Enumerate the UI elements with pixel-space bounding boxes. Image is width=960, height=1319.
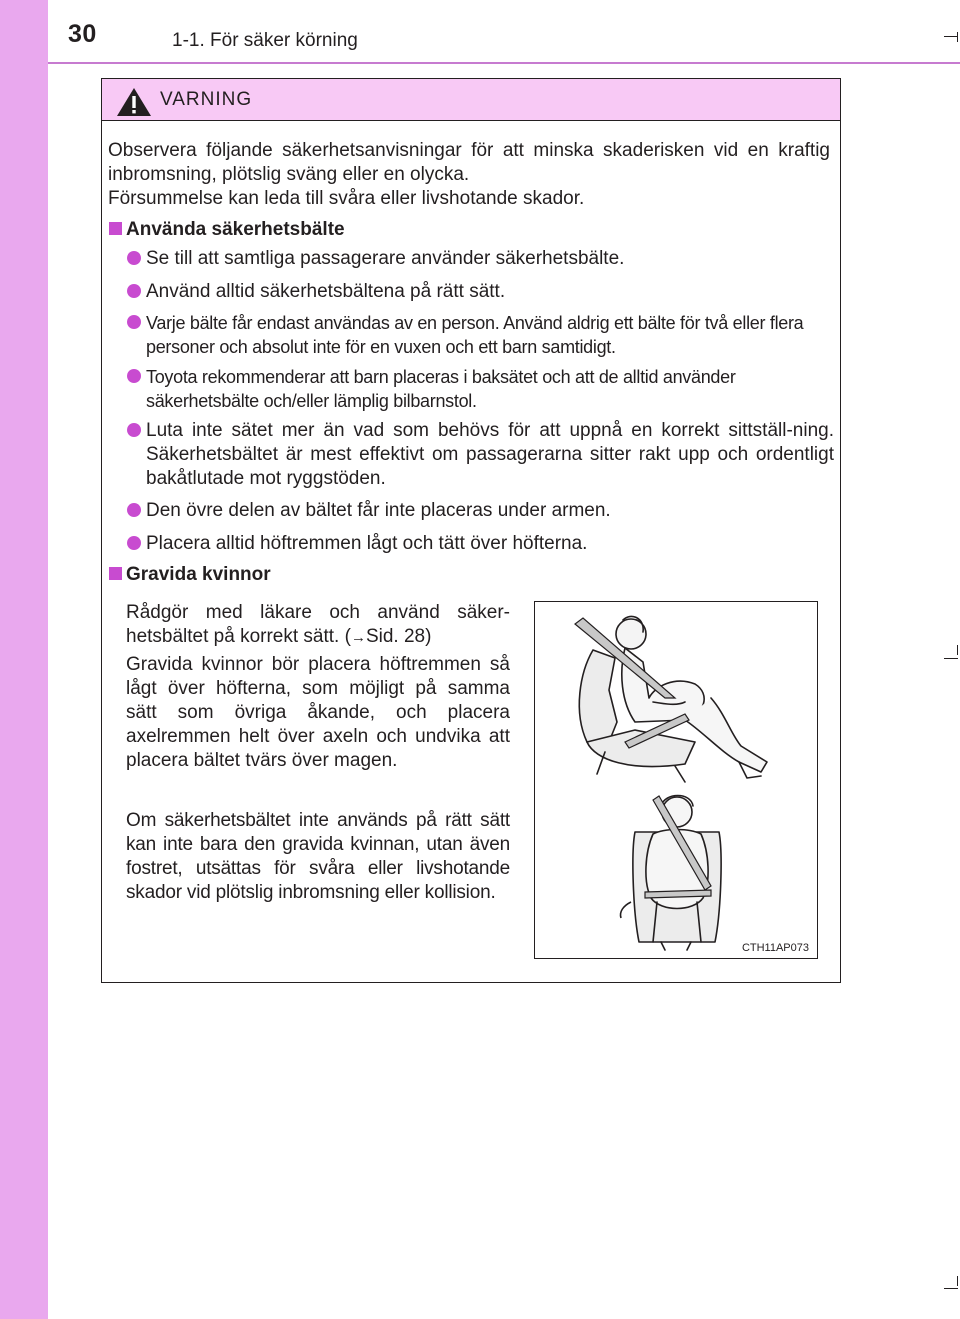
warning-header bbox=[102, 79, 840, 121]
list-item: Den övre delen av bältet får inte placeras under armen. bbox=[146, 500, 611, 521]
list-bullet bbox=[127, 536, 141, 550]
crop-mark bbox=[944, 658, 958, 659]
pregnant-woman-front-view-illustration bbox=[535, 792, 817, 952]
side-tab-bar bbox=[0, 0, 48, 1319]
section-title: 1-1. För säker körning bbox=[172, 30, 358, 51]
pregnant-para-consult-text: Rådgör med läkare och använd säker-hetsbältet på korrekt sätt. ( bbox=[126, 602, 510, 647]
figure-code: CTH11AP073 bbox=[741, 942, 809, 954]
warning-intro: Observera följande säkerhetsanvisningar för att minska skaderisken vid en kraftig inbromsning, plötslig sväng eller en olycka. bbox=[108, 140, 830, 185]
crop-mark bbox=[944, 36, 958, 37]
warning-label: VARNING bbox=[160, 89, 253, 110]
crop-mark bbox=[944, 1288, 958, 1289]
section-heading-seatbelt: Använda säkerhetsbälte bbox=[126, 219, 345, 240]
list-item: Varje bälte får endast användas av en person. Använd aldrig ett bälte för två eller flera personer och absolut inte för en vuxen och ett barn samtidigt. bbox=[146, 313, 804, 357]
list-bullet bbox=[127, 503, 141, 517]
header-rule bbox=[48, 62, 960, 64]
list-bullet bbox=[127, 251, 141, 265]
list-item: Se till att samtliga passagerare använder säkerhetsbälte. bbox=[146, 248, 625, 269]
section-heading-pregnant: Gravida kvinnor bbox=[126, 564, 271, 585]
page-number: 30 bbox=[68, 20, 97, 48]
page-reference-arrow-icon: → bbox=[350, 629, 366, 646]
section-bullet bbox=[109, 567, 122, 580]
list-bullet bbox=[127, 284, 141, 298]
pregnant-para-risk: Om säkerhetsbältet inte används på rätt sätt kan inte bara den gravida kvinnan, utan även fostret, utsättas för svåra eller livshotande skador vid plötslig inbromsning eller kollision. bbox=[126, 810, 510, 903]
page-reference-link[interactable]: Sid. 28) bbox=[365, 626, 432, 647]
list-item: Toyota rekommenderar att barn placeras i baksätet och att de alltid använder säkerhetsbälte och/eller lämplig bilbarnstol. bbox=[146, 367, 736, 411]
warning-intro-consequence: Försummelse kan leda till svåra eller livshotande skador. bbox=[108, 188, 585, 209]
pregnant-para-placement: Gravida kvinnor bör placera höftremmen så lågt över höfterna, som möjligt på samma sätt som övriga åkande, och placera axelremmen helt över axeln och undvika att placera bältet tvärs över magen. bbox=[126, 654, 510, 771]
list-item: Använd alltid säkerhetsbältena på rätt sätt. bbox=[146, 281, 506, 302]
warning-triangle-icon bbox=[116, 87, 152, 117]
list-bullet bbox=[127, 315, 141, 329]
section-bullet bbox=[109, 222, 122, 235]
list-item: Luta inte sätet mer än vad som behövs för att uppnå en korrekt sittställ-ning. Säkerhetsbältet är mest effektivt om passagerarna sitter rakt upp och ordentligt bakåtlutade mot ryggstöden. bbox=[146, 420, 834, 489]
seatbelt-illustration bbox=[534, 601, 818, 959]
crop-mark bbox=[957, 1276, 958, 1286]
list-bullet bbox=[127, 423, 141, 437]
list-bullet bbox=[127, 369, 141, 383]
crop-mark bbox=[957, 32, 958, 42]
pregnant-woman-side-view-illustration bbox=[535, 602, 817, 787]
list-item: Placera alltid höftremmen lågt och tätt över höfterna. bbox=[146, 533, 588, 554]
pregnant-para-consult bbox=[126, 601, 510, 650]
crop-mark bbox=[957, 645, 958, 655]
